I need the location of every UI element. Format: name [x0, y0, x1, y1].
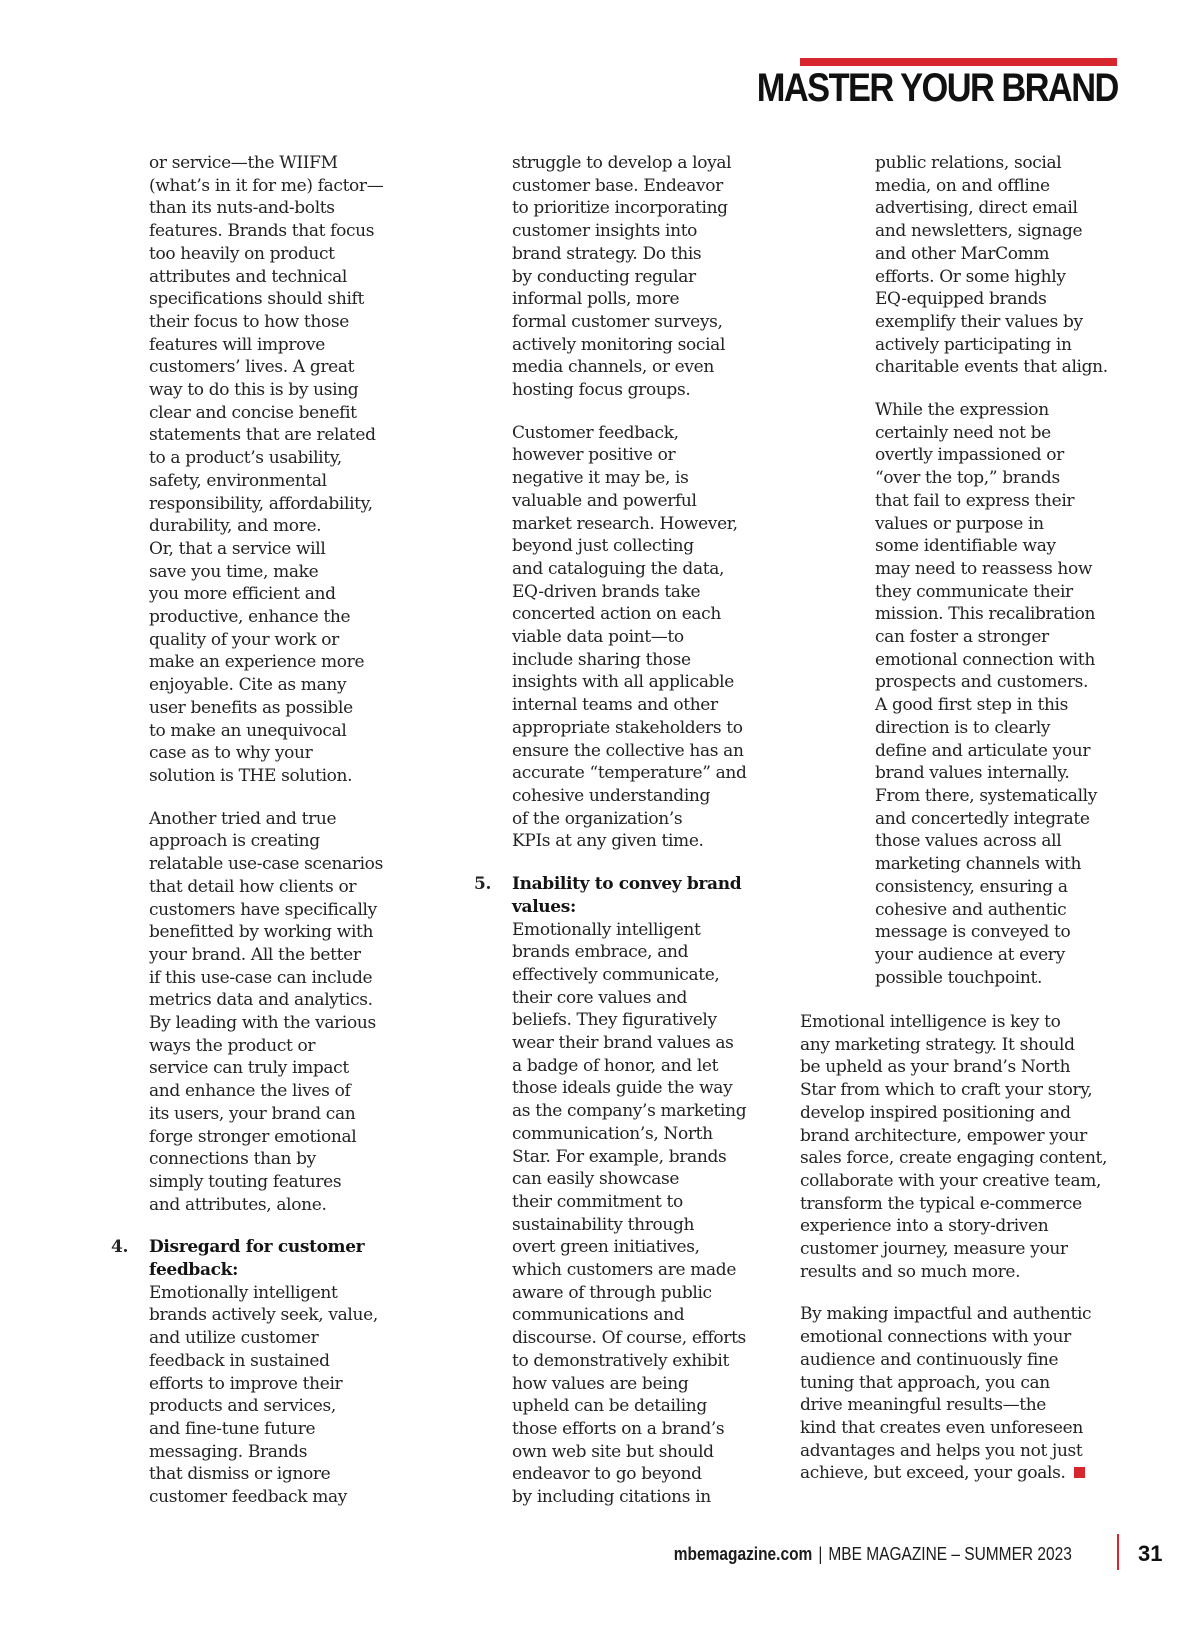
- text-line: values:: [512, 896, 576, 917]
- footer-separator: |: [818, 1544, 823, 1564]
- text-line: advantages and helps you not just: [800, 1440, 1083, 1461]
- text-line: forge stronger emotional: [149, 1126, 357, 1147]
- text-line: actively participating in: [875, 334, 1072, 355]
- text-line: or service—the WIIFM: [149, 153, 338, 173]
- text-line: aware of through public: [512, 1282, 712, 1303]
- text-line: prospects and customers.: [875, 672, 1089, 693]
- text-line: can easily showcase: [512, 1169, 680, 1190]
- text-line: Star from which to craft your story,: [800, 1080, 1093, 1101]
- text-line: EQ-driven brands take: [512, 581, 701, 602]
- text-line: they communicate their: [875, 581, 1073, 602]
- paragraph: [875, 152, 1125, 379]
- text-line: to make an unequivocal: [149, 720, 347, 741]
- text-line: products and services,: [149, 1396, 336, 1417]
- text-line: include sharing those: [512, 649, 691, 670]
- list-number: 4.: [111, 1237, 129, 1258]
- text-line: and enhance the lives of: [149, 1081, 351, 1102]
- list-body: [149, 1282, 399, 1509]
- text-line: EQ-equipped brands: [875, 289, 1047, 310]
- text-line: of the organization’s: [512, 808, 683, 829]
- text-line: marketing channels with: [875, 854, 1082, 875]
- text-line: market research. However,: [512, 513, 738, 534]
- text-line: and newsletters, signage: [875, 221, 1083, 242]
- text-line: efforts. Or some highly: [875, 266, 1066, 287]
- text-line: their focus to how those: [149, 311, 349, 332]
- text-line: attributes and technical: [149, 266, 348, 287]
- footer-publication: MBE MAGAZINE – SUMMER 2023: [828, 1544, 1072, 1564]
- text-line: customers’ lives. A great: [149, 357, 355, 378]
- conclusion-column: [800, 1011, 1130, 1505]
- text-line: durability, and more.: [149, 516, 322, 537]
- paragraph: [800, 1011, 1130, 1283]
- text-line: benefitted by working with: [149, 922, 374, 943]
- list-heading: [512, 873, 774, 918]
- text-line: simply touting features: [149, 1171, 342, 1192]
- text-line: can foster a stronger: [875, 627, 1049, 648]
- text-line: be upheld as your brand’s North: [800, 1057, 1071, 1078]
- text-line: mission. This recalibration: [875, 604, 1096, 625]
- text-line: Emotional intelligence is key to: [800, 1012, 1061, 1032]
- text-line: beyond just collecting: [512, 536, 694, 557]
- text-line: beliefs. They figuratively: [512, 1010, 717, 1031]
- article-column-2: [474, 152, 774, 1529]
- text-line: emotional connections with your: [800, 1327, 1071, 1348]
- text-line: media channels, or even: [512, 357, 714, 378]
- text-line: sustainability through: [512, 1214, 695, 1235]
- text-line: feedback:: [149, 1260, 238, 1281]
- text-line: struggle to develop a loyal: [512, 153, 732, 173]
- text-line: accurate “temperature” and: [512, 763, 747, 784]
- text-line: overtly impassioned or: [875, 445, 1064, 466]
- text-line: “over the top,” brands: [875, 468, 1060, 489]
- text-line: to demonstratively exhibit: [512, 1350, 729, 1371]
- text-line: messaging. Brands: [149, 1441, 308, 1462]
- text-line: save you time, make: [149, 561, 319, 582]
- text-line: informal polls, more: [512, 289, 680, 310]
- text-line: a badge of honor, and let: [512, 1055, 719, 1076]
- text-line: customer insights into: [512, 221, 698, 242]
- page-number: 31: [1138, 1541, 1163, 1566]
- text-line: From there, systematically: [875, 785, 1098, 806]
- text-line: and fine-tune future: [149, 1418, 316, 1439]
- text-line: connections than by: [149, 1149, 316, 1170]
- paragraph: [149, 152, 399, 788]
- text-line: actively monitoring social: [512, 334, 726, 355]
- text-line: those efforts on a brand’s: [512, 1418, 725, 1439]
- text-line: relatable use-case scenarios: [149, 854, 383, 875]
- text-line: those ideals guide the way: [512, 1078, 733, 1099]
- paragraph: [149, 808, 399, 1217]
- text-line: By making impactful and authentic: [800, 1304, 1092, 1325]
- text-line: clear and concise benefit: [149, 402, 357, 423]
- text-line: any marketing strategy. It should: [800, 1034, 1075, 1055]
- text-line: and utilize customer: [149, 1328, 319, 1349]
- text-line: achieve, but exceed, your goals.: [800, 1462, 1130, 1485]
- text-line: quality of your work or: [149, 629, 339, 650]
- text-line: customers have specifically: [149, 899, 377, 920]
- text-line: to a product’s usability,: [149, 448, 342, 469]
- paragraph: [512, 422, 774, 853]
- text-line: (what’s in it for me) factor—: [149, 175, 384, 196]
- text-line: solution is THE solution.: [149, 765, 353, 786]
- text-line: values or purpose in: [875, 513, 1044, 534]
- text-line: emotional connection with: [875, 649, 1095, 670]
- text-line: media, on and offline: [875, 175, 1050, 196]
- text-line: direction is to clearly: [875, 717, 1051, 738]
- text-line: safety, environmental: [149, 470, 327, 491]
- text-line: charitable events that align.: [875, 357, 1108, 378]
- text-line: brands embrace, and: [512, 942, 689, 963]
- text-line: insights with all applicable: [512, 672, 734, 693]
- text-line: customer journey, measure your: [800, 1239, 1068, 1260]
- text-line: customer base. Endeavor: [512, 175, 723, 196]
- text-line: collaborate with your creative team,: [800, 1170, 1102, 1191]
- list-item-4: [111, 1236, 399, 1508]
- text-line: communications and: [512, 1305, 685, 1326]
- text-line: overt green initiatives,: [512, 1237, 700, 1258]
- text-line: brand architecture, empower your: [800, 1125, 1087, 1146]
- text-line: valuable and powerful: [512, 490, 697, 511]
- text-line: effectively communicate,: [512, 964, 720, 985]
- text-line: which customers are made: [512, 1260, 737, 1281]
- text-line: Disregard for customer: [149, 1237, 365, 1258]
- text-line: your audience at every: [875, 944, 1065, 965]
- text-line: formal customer surveys,: [512, 311, 723, 332]
- list-number: 5.: [474, 874, 492, 895]
- text-line: consistency, ensuring a: [875, 876, 1068, 897]
- text-line: ensure the collective has an: [512, 740, 744, 761]
- text-line: service can truly impact: [149, 1058, 349, 1079]
- text-line: negative it may be, is: [512, 468, 689, 489]
- footer-website: mbemagazine.com: [673, 1544, 813, 1564]
- text-line: possible touchpoint.: [875, 967, 1043, 988]
- text-line: and attributes, alone.: [149, 1194, 327, 1215]
- text-line: KPIs at any given time.: [512, 831, 704, 852]
- text-line: by including citations in: [512, 1487, 711, 1508]
- text-line: your brand. All the better: [149, 944, 361, 965]
- text-line: case as to why your: [149, 743, 313, 764]
- text-line: certainly need not be: [875, 422, 1051, 443]
- text-line: By leading with the various: [149, 1013, 376, 1034]
- text-line: Customer feedback,: [512, 422, 679, 443]
- text-line: experience into a story-driven: [800, 1216, 1049, 1237]
- text-line: Inability to convey brand: [512, 874, 742, 895]
- text-line: you more efficient and: [149, 584, 336, 605]
- text-line: customer feedback may: [149, 1487, 348, 1508]
- text-line: hosting focus groups.: [512, 380, 691, 401]
- text-line: message is conveyed to: [875, 922, 1071, 943]
- text-line: feedback in sustained: [149, 1350, 330, 1371]
- text-line: cohesive understanding: [512, 785, 711, 806]
- text-line: develop inspired positioning and: [800, 1102, 1071, 1123]
- text-line: transform the typical e-commerce: [800, 1193, 1082, 1214]
- closing-paragraph: [800, 1303, 1130, 1485]
- text-line: how values are being: [512, 1373, 689, 1394]
- text-line: user benefits as possible: [149, 697, 353, 718]
- text-line: specifications should shift: [149, 289, 364, 310]
- text-line: way to do this is by using: [149, 380, 359, 401]
- text-line: by conducting regular: [512, 266, 696, 287]
- text-line: wear their brand values as: [512, 1033, 734, 1054]
- text-line: advertising, direct email: [875, 198, 1078, 219]
- text-line: appropriate stakeholders to: [512, 717, 743, 738]
- text-line: responsibility, affordability,: [149, 493, 373, 514]
- text-line: make an experience more: [149, 652, 365, 673]
- article-column-3: [875, 152, 1125, 1009]
- page-footer: [674, 1543, 1072, 1565]
- text-line: metrics data and analytics.: [149, 990, 373, 1011]
- text-line: if this use-case can include: [149, 967, 373, 988]
- text-line: to prioritize incorporating: [512, 198, 728, 219]
- end-of-article-square-icon: [1074, 1467, 1085, 1478]
- text-line: While the expression: [875, 400, 1049, 421]
- text-line: that fail to express their: [875, 490, 1075, 511]
- text-line: Emotionally intelligent: [149, 1282, 338, 1303]
- text-line: ways the product or: [149, 1035, 316, 1056]
- article-column-1: [111, 152, 399, 1529]
- text-line: their commitment to: [512, 1191, 683, 1212]
- text-line: and concertedly integrate: [875, 808, 1090, 829]
- paragraph: [875, 399, 1125, 989]
- text-line: communication’s, North: [512, 1123, 713, 1144]
- text-line: concerted action on each: [512, 604, 721, 625]
- text-line: their core values and: [512, 987, 688, 1008]
- text-line: upheld can be detailing: [512, 1396, 707, 1417]
- text-line: efforts to improve their: [149, 1373, 343, 1394]
- text-line: Star. For example, brands: [512, 1146, 727, 1167]
- text-line: sales force, create engaging content,: [800, 1148, 1108, 1169]
- text-line: Or, that a service will: [149, 538, 326, 559]
- text-line: public relations, social: [875, 153, 1062, 173]
- text-line: statements that are related: [149, 425, 376, 446]
- text-line: may need to reassess how: [875, 558, 1093, 579]
- text-line: too heavily on product: [149, 243, 335, 264]
- text-line: tuning that approach, you can: [800, 1372, 1050, 1393]
- text-line: audience and continuously fine: [800, 1349, 1059, 1370]
- text-line: endeavor to go beyond: [512, 1464, 702, 1485]
- footer-divider-rule: [1117, 1534, 1119, 1570]
- text-line: drive meaningful results—the: [800, 1395, 1047, 1416]
- text-line: kind that creates even unforeseen: [800, 1417, 1083, 1438]
- list-item-5: [474, 873, 774, 1509]
- text-line: and other MarComm: [875, 243, 1050, 264]
- text-line: enjoyable. Cite as many: [149, 675, 347, 696]
- text-line: A good first step in this: [875, 695, 1069, 716]
- text-line: those values across all: [875, 831, 1062, 852]
- paragraph: [512, 152, 774, 402]
- text-line: than its nuts-and-bolts: [149, 198, 335, 219]
- text-line: some identifiable way: [875, 536, 1056, 557]
- text-line: as the company’s marketing: [512, 1101, 747, 1122]
- text-line: cohesive and authentic: [875, 899, 1067, 920]
- list-body: [512, 919, 774, 1509]
- list-heading: [149, 1236, 399, 1281]
- text-line: that dismiss or ignore: [149, 1464, 331, 1485]
- text-line: features. Brands that focus: [149, 221, 375, 242]
- text-line: approach is creating: [149, 831, 320, 852]
- text-line: exemplify their values by: [875, 311, 1083, 332]
- text-line: Emotionally intelligent: [512, 919, 701, 940]
- text-line: brand values internally.: [875, 763, 1070, 784]
- text-line: brand strategy. Do this: [512, 243, 702, 264]
- section-title: MASTER YOUR BRAND: [756, 66, 1118, 110]
- text-line: its users, your brand can: [149, 1103, 356, 1124]
- text-line: own web site but should: [512, 1441, 714, 1462]
- text-line: viable data point—to: [512, 627, 684, 648]
- text-line: results and so much more.: [800, 1261, 1021, 1282]
- text-line: however positive or: [512, 445, 676, 466]
- text-line: Another tried and true: [149, 808, 337, 829]
- text-line: brands actively seek, value,: [149, 1305, 378, 1326]
- text-line: features will improve: [149, 334, 325, 355]
- text-line: internal teams and other: [512, 695, 718, 716]
- text-line: productive, enhance the: [149, 607, 351, 628]
- text-line: define and articulate your: [875, 740, 1091, 761]
- text-line: and cataloguing the data,: [512, 558, 725, 579]
- text-line: discourse. Of course, efforts: [512, 1328, 746, 1349]
- text-line: that detail how clients or: [149, 876, 357, 897]
